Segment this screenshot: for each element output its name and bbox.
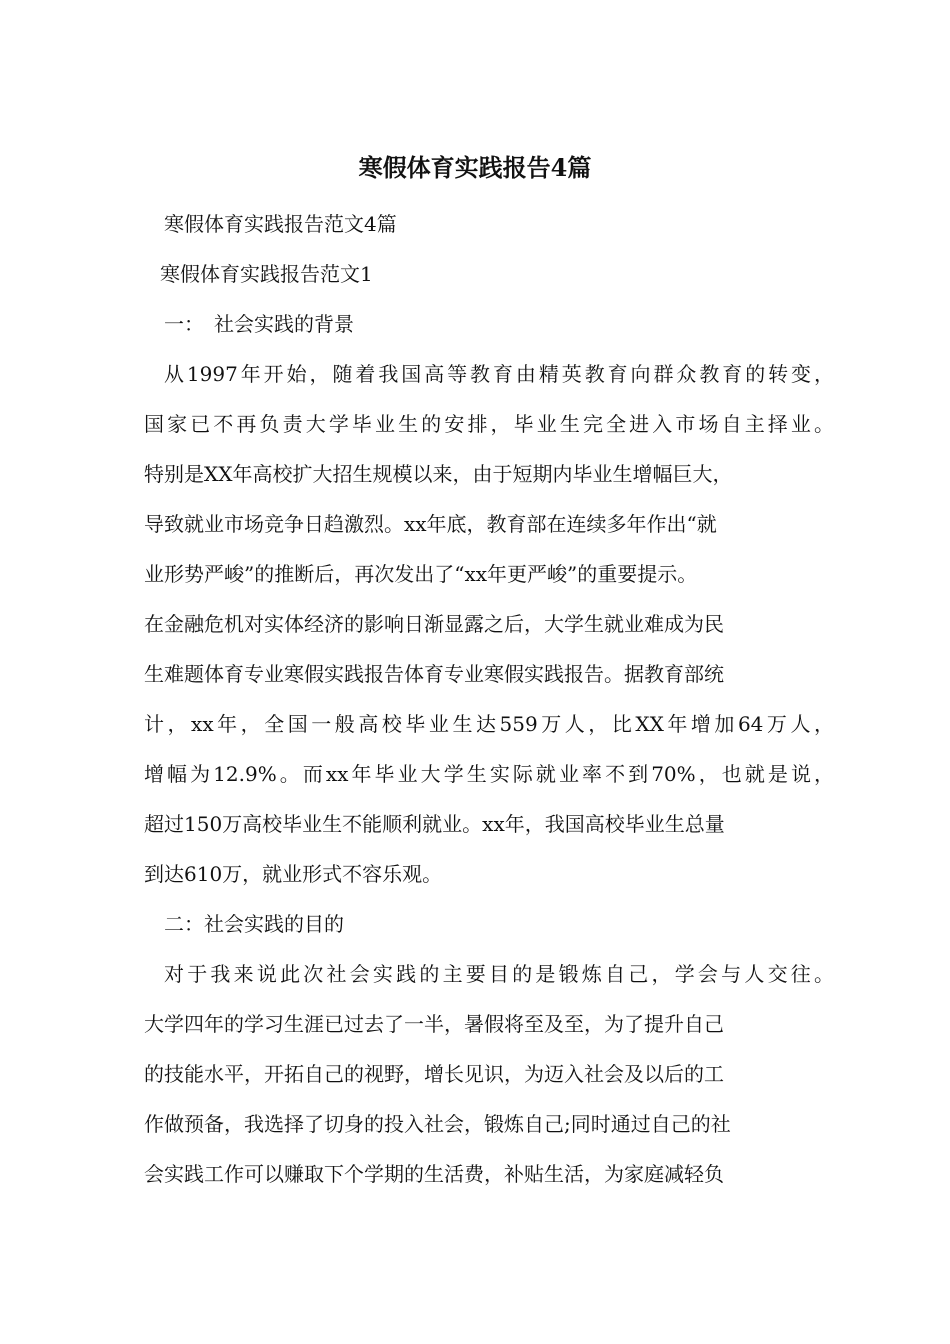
paragraph-line: 会实践工作可以赚取下个学期的生活费，补贴生活，为家庭减轻负	[144, 1162, 724, 1186]
paragraph-line: 特别是XX年高校扩大招生规模以来，由于短期内毕业生增幅巨大，	[144, 462, 733, 486]
paragraph-line: 计，xx年，全国一般高校毕业生达559万人，比XX年增加64万人，	[144, 712, 834, 736]
paragraph-line: 超过150万高校毕业生不能顺利就业。xx年，我国高校毕业生总量	[144, 812, 725, 836]
paragraph-line: 业形势严峻”的推断后，再次发出了“xx年更严峻”的重要提示。	[144, 562, 698, 586]
part1-heading: 一： 社会实践的背景	[164, 312, 354, 336]
paragraph-line: 大学四年的学习生涯已过去了一半，暑假将至及至，为了提升自己	[144, 1012, 724, 1036]
paragraph-line: 对于我来说此次社会实践的主要目的是锻炼自己，学会与人交往。	[164, 962, 834, 986]
document-title: 寒假体育实践报告4篇	[358, 153, 592, 182]
paragraph-line: 导致就业市场竞争日趋激烈。xx年底，教育部在连续多年作出“就	[144, 512, 717, 536]
paragraph-line: 生难题体育专业寒假实践报告体育专业寒假实践报告。据教育部统	[144, 662, 724, 686]
section-heading: 寒假体育实践报告范文1	[160, 262, 373, 286]
paragraph-line: 到达610万，就业形式不容乐观。	[144, 862, 443, 886]
paragraph-line: 作做预备，我选择了切身的投入社会，锻炼自己;同时通过自己的社	[144, 1112, 731, 1136]
subtitle: 寒假体育实践报告范文4篇	[164, 212, 397, 236]
part2-heading: 二：社会实践的目的	[164, 912, 344, 936]
paragraph-line: 在金融危机对实体经济的影响日渐显露之后，大学生就业难成为民	[144, 612, 724, 636]
paragraph-line: 的技能水平，开拓自己的视野，增长见识，为迈入社会及以后的工	[144, 1062, 724, 1086]
paragraph-line: 增幅为12.9%。而xx年毕业大学生实际就业率不到70%，也就是说，	[144, 762, 834, 786]
paragraph-line: 从1997年开始，随着我国高等教育由精英教育向群众教育的转变，	[164, 362, 834, 386]
paragraph-line: 国家已不再负责大学毕业生的安排，毕业生完全进入市场自主择业。	[144, 412, 834, 436]
